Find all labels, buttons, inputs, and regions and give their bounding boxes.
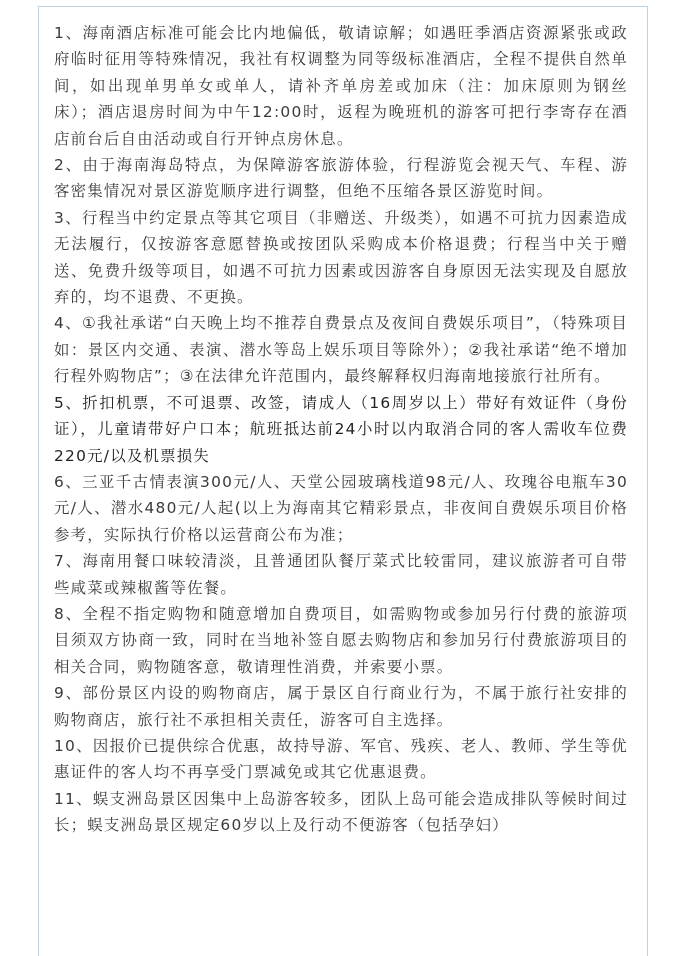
notice-item-8: 8、全程不指定购物和随意增加自费项目，如需购物或参加另行付费的旅游项目须双方协商一致，同时在当地补签自愿去购物店和参加另行付费旅游项目的相关合同，购物随客意，敬请理性消费，并索要小票。 [54,604,628,676]
notice-item-7: 7、海南用餐口味较清淡，且普通团队餐厅菜式比较雷同，建议旅游者可自带些咸菜或辣椒酱等佐餐。 [54,552,628,597]
notice-item-3: 3、行程当中约定景点等其它项目（非赠送、升级类），如遇不可抗力因素造成无法履行，仅按游客意愿替换或按团队采购成本价格退费；行程当中关于赠送、免费升级等项目，如遇不可抗力因素或因游客自身原因无法实现及自愿放弃的，均不退费、不更换。 [54,208,628,307]
notice-item-6: 6、三亚千古情表演300元/人、天堂公园玻璃栈道98元/人、玫瑰谷电瓶车30元/人、潜水480元/人起(以上为海南其它精彩景点，非夜间自费娱乐项目价格参考，实际执行价格以运营商公布为准； [54,472,628,544]
notice-item-5: 5、折扣机票，不可退票、改签，请成人（16周岁以上）带好有效证件（身份证），儿童请带好户口本；航班抵达前24小时以内取消合同的客人需收车位费220元/以及机票损失 [54,393,628,465]
notice-list [54,20,628,839]
notice-item-10: 10、因报价已提供综合优惠，故持导游、军官、残疾、老人、教师、学生等优惠证件的客人均不再享受门票减免或其它优惠退费。 [54,736,628,782]
notice-item-2: 2、由于海南海岛特点，为保障游客旅游体验，行程游览会视天气、车程、游客密集情况对景区游览顺序进行调整，但绝不压缩各景区游览时间。 [54,156,628,201]
notice-item-4: 4、①我社承诺“白天晚上均不推荐自费景点及夜间自费娱乐项目”，（特殊项目如：景区内交通、表演、潜水等岛上娱乐项目等除外）；②我社承诺“绝不增加行程外购物店”；③在法律允许范围内，最终解释权归海南地接旅行社所有。 [54,314,628,386]
notice-item-9: 9、部份景区内设的购物商店，属于景区自行商业行为，不属于旅行社安排的购物商店，旅行社不承担相关责任，游客可自主选择。 [54,684,628,729]
notice-item-1: 1、海南酒店标准可能会比内地偏低，敬请谅解；如遇旺季酒店资源紧张或政府临时征用等特殊情况，我社有权调整为同等级标准酒店，全程不提供自然单间，如出现单男单女或单人，请补齐单房差或加床（注：加床原则为钢丝床）；酒店退房时间为中午12:00时，返程为晚班机的游客可把行李寄存在酒店前台后自由活动或自行开钟点房休息。 [54,24,628,148]
notice-item-11: 11、蜈支洲岛景区因集中上岛游客较多，团队上岛可能会造成排队等候时间过长；蜈支洲岛景区规定60岁以上及行动不便游客（包括孕妇） [54,789,628,835]
